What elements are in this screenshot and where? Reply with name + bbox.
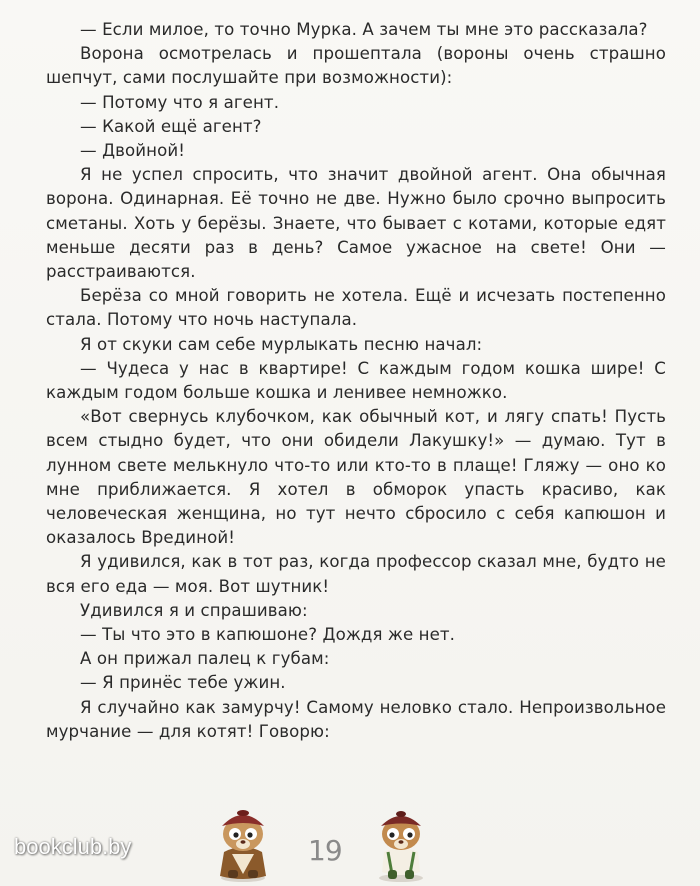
page-number: 19: [308, 834, 342, 867]
watermark: bookclub.by: [14, 834, 132, 859]
paragraph: — Ты что это в капюшоне? Дождя же нет.: [80, 625, 456, 645]
paragraph: — Я принёс тебе ужин.: [80, 673, 286, 693]
paragraph: Удивился я и спрашиваю:: [80, 600, 308, 620]
paragraph: А он прижал палец к губам:: [80, 649, 330, 669]
page-footer: [0, 790, 700, 886]
paragraph: Я не успел спросить, что значит двойной агент. Она обычная ворона. Одинарная. Её точно не две. Нужно было срочно выпросить сметаны. Хоть у берёзы. Знаете, что бывает с котами, которые едят меньше десяти раз в день? Самое ужасное на свете! Они — расстраиваются.: [46, 165, 666, 282]
paragraph: — Если милое, то точно Мурка. А зачем ты мне это рассказала?: [80, 20, 648, 39]
paragraph: Ворона осмотрелась и прошептала (вороны очень страшно шепчут, сами послушайте при возможности):: [46, 44, 666, 88]
paragraph: — Чудеса у нас в квартире! С каждым годом кошка шире! С каждым годом больше кошка и ленивее немножко.: [46, 358, 666, 403]
paragraph: — Двойной!: [80, 141, 185, 161]
paragraph: «Вот свернусь клубочком, как обычный кот, и лягу спать! Пусть всем стыдно будет, что они обидели Лакушку!» — думаю. Тут в лунном свете мелькнуло что-то или кто-то в плаще! Гляжу — оно ко мне приближается. Я хотел в обморок упасть красиво, как человеческая женщина, но тут нечто сбросило с себя капюшон и оказалось Врединой!: [46, 407, 666, 548]
paragraph: Я удивился, как в тот раз, когда профессор сказал мне, будто не вся его еда — моя. Вот шутник!: [46, 552, 666, 596]
cartoon-cat-left-illustration: [208, 804, 278, 884]
paragraph: Берёза со мной говорить не хотела. Ещё и исчезать постепенно стала. Потому что ночь наступала.: [46, 286, 666, 330]
paragraph: Я от скуки сам себе мурлыкать песню начал:: [80, 334, 483, 354]
page-text: [46, 18, 666, 744]
paragraph: Я случайно как замурчу! Самому неловко стало. Непроизвольное мурчание — для котят! Говорю:: [46, 697, 666, 741]
cartoon-cat-right-illustration: [366, 804, 436, 884]
paragraph: — Какой ещё агент?: [80, 116, 262, 136]
paragraph: — Потому что я агент.: [80, 92, 280, 112]
